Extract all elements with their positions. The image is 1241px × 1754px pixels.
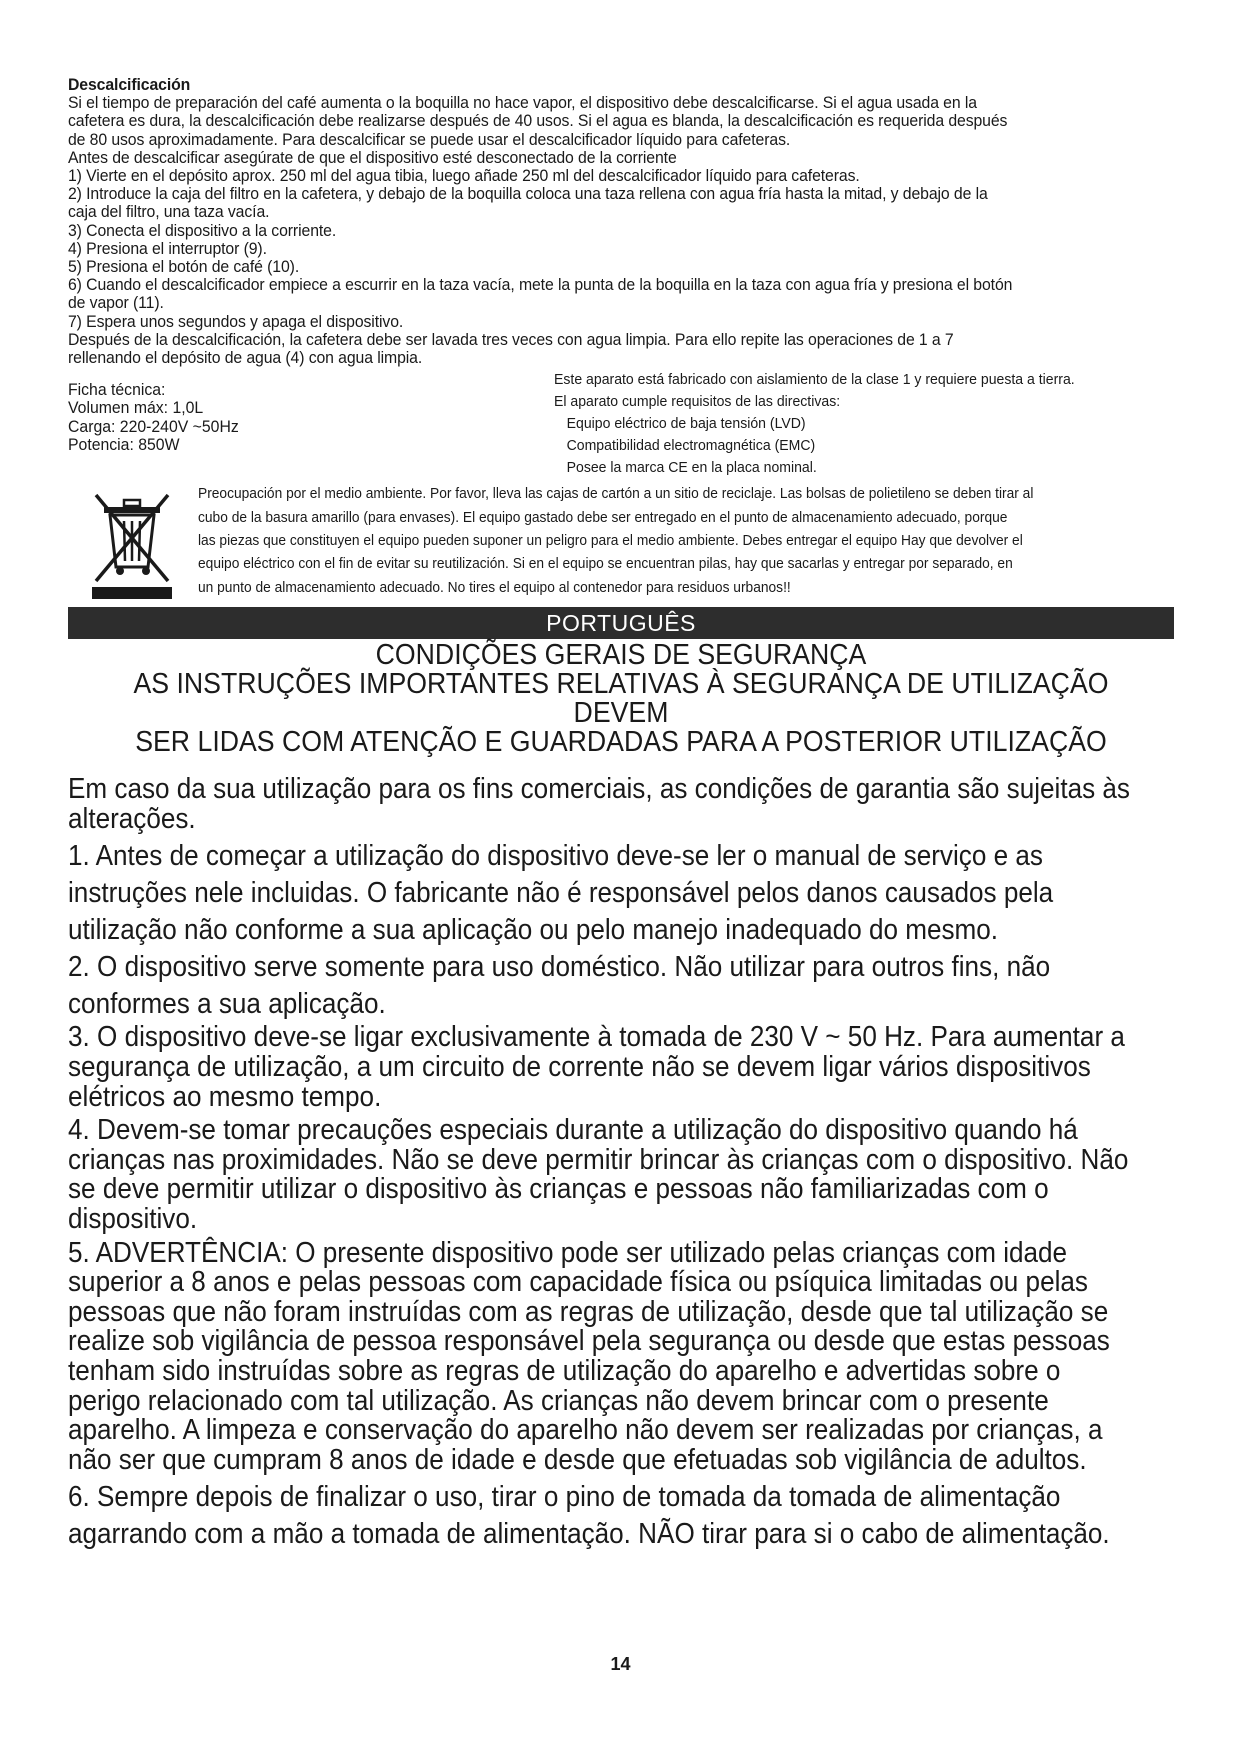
text-line: 5) Presiona el botón de café (10).	[68, 258, 300, 277]
safety-title: CONDIÇÕES GERAIS DE SEGURANÇA	[375, 639, 867, 672]
safety-item-3	[68, 1023, 1173, 1112]
safety-subtitle: SER LIDAS COM ATENÇÃO E GUARDADAS PARA A POSTERIOR UTILIZAÇÃO	[135, 726, 1107, 759]
safety-body	[68, 775, 1173, 1553]
text-line: dispositivo.	[68, 1203, 198, 1235]
safety-titles	[112, 641, 1130, 757]
text-line: 2. O dispositivo serve somente para uso doméstico. Não utilizar para outros fins, não	[68, 951, 1051, 984]
environment-text	[198, 483, 1186, 600]
environment-notice	[68, 483, 1174, 603]
page-number: 14	[610, 1654, 631, 1674]
text-line: superior a 8 anos e pelas pessoas com capacidade física ou psíquica limitadas ou pelas	[68, 1266, 1088, 1299]
tech-power: Potencia: 850W	[68, 435, 180, 454]
text-line: Antes de descalcificar asegúrate de que el dispositivo esté desconectado de la corriente	[68, 148, 677, 167]
safety-item-4	[68, 1116, 1173, 1234]
safety-subtitle: AS INSTRUÇÕES IMPORTANTES RELATIVAS À SEGURANÇA DE UTILIZAÇÃO DEVEM	[133, 668, 1109, 730]
text-line: 3) Conecta el dispositivo a la corriente.	[68, 221, 337, 240]
text-line: caja del filtro, una taza vacía.	[68, 203, 270, 222]
text-line: crianças nas proximidades. Não se deve permitir brincar às crianças com o dispositivo. Não	[68, 1143, 1129, 1176]
tech-sheet	[68, 381, 239, 454]
text-line: conformes a sua aplicação.	[68, 988, 386, 1021]
document-page	[68, 76, 1174, 1553]
conformity-line: Este aparato está fabricado con aislamiento de la clase 1 y requiere puesta a tierra.	[554, 372, 1075, 389]
conformity-block	[554, 369, 1075, 479]
environment-line: Preocupación por el medio ambiente. Por favor, lleva las cajas de cartón a un sitio de reciclaje. Las bolsas de polietileno se deben tirar al	[198, 486, 1034, 503]
text-line: 4. Devem-se tomar precauções especiais durante a utilização do dispositivo quando há	[68, 1114, 1078, 1147]
text-line: se deve permitir utilizar o dispositivo às crianças e pessoas não familiarizadas com o	[68, 1173, 1049, 1206]
environment-line: cubo de la basura amarillo (para envases). El equipo gastado debe ser entregado en el punto de almacenamiento adecuado, porque	[198, 509, 1008, 526]
language-bar: PORTUGUÊS	[68, 607, 1174, 639]
text-line: 1) Vierte en el depósito aprox. 250 ml del agua tibia, luego añade 250 ml del descalcificador líquido para cafeteras.	[68, 167, 860, 186]
environment-line: equipo eléctrico con el fin de evitar su reutilización. Si en el equipo se encuentran pilas, hay que sacarlas y entregar por separado, en	[198, 556, 1013, 573]
text-line: não ser que cumpram 8 anos de idade e desde que efetuadas sob vigilância de adultos.	[68, 1443, 1087, 1476]
text-line: pessoas que não foram instruídas com as regras de utilização, desde que tal utilização se	[68, 1295, 1109, 1328]
text-line: elétricos ao mesmo tempo.	[68, 1080, 382, 1113]
text-line: rellenando el depósito de agua (4) con agua limpia.	[68, 349, 423, 368]
text-line: perigo relacionado com tal utilização. As crianças não devem brincar com o presente	[68, 1384, 1049, 1417]
text-line: 6. Sempre depois de finalizar o uso, tirar o pino de tomada da tomada de alimentação	[68, 1481, 1061, 1514]
text-line: 6) Cuando el descalcificador empiece a escurrir en la taza vacía, mete la punta de la boquilla en la taza con agua fría y presiona el botón	[68, 276, 1013, 295]
text-line: 5. ADVERTÊNCIA: O presente dispositivo pode ser utilizado pelas crianças com idade	[68, 1236, 1068, 1269]
text-line: segurança de utilização, a um circuito de corrente não se devem ligar vários dispositivos	[68, 1051, 1091, 1084]
descaling-section	[68, 76, 1174, 367]
tech-volume: Volumen máx: 1,0L	[68, 399, 204, 418]
text-line: cafetera es dura, la descalcificación debe realizarse después de 40 usos. Si el agua es blanda, la descalcificación es requerida después	[68, 112, 1008, 131]
text-line: 2) Introduce la caja del filtro en la cafetera, y debajo de la boquilla coloca una taza rellena con agua fría hasta la mitad, y debajo de la	[68, 185, 988, 204]
text-line: tenham sido instruídas sobre as regras de utilização do aparelho e advertidas sobre o	[68, 1354, 1061, 1387]
safety-item-6	[68, 1479, 1173, 1553]
text-line: alterações.	[68, 802, 196, 835]
text-line: de 80 usos aproximadamente. Para descalcificar se puede usar el descalcificador líquido para cafeteras.	[68, 130, 791, 149]
safety-item-1	[68, 838, 1173, 949]
tech-title: Ficha técnica:	[68, 381, 166, 400]
conformity-item: Posee la marca CE en la placa nominal.	[566, 460, 817, 477]
safety-item-2	[68, 949, 1173, 1023]
text-line: de vapor (11).	[68, 294, 164, 313]
intro-paragraph	[68, 775, 1173, 834]
safety-item-5	[68, 1236, 1173, 1476]
conformity-line: El aparato cumple requisitos de las directivas:	[554, 394, 841, 411]
environment-line: las piezas que constituyen el equipo pueden suponer un peligro para el medio ambiente. Debes entregar el equipo Hay que devolver el	[198, 533, 1023, 550]
text-line: 7) Espera unos segundos y apaga el dispositivo.	[68, 312, 404, 331]
environment-line: un punto de almacenamiento adecuado. No tires el equipo al contenedor para residuos urbanos!!	[198, 579, 791, 596]
tech-conformity-row	[68, 369, 1174, 481]
conformity-item: Equipo eléctrico de baja tensión (LVD)	[566, 416, 806, 433]
tech-load: Carga: 220-240V ~50Hz	[68, 417, 239, 436]
text-line: 3. O dispositivo deve-se ligar exclusivamente à tomada de 230 V ~ 50 Hz. Para aumentar a	[68, 1021, 1125, 1054]
weee-crossed-bin-icon	[92, 487, 172, 599]
text-line: utilização não conforme a sua aplicação ou pelo manejo inadequado do mesmo.	[68, 914, 999, 947]
text-line: 4) Presiona el interruptor (9).	[68, 239, 267, 258]
text-line: agarrando com a mão a tomada de alimentação. NÃO tirar para si o cabo de alimentação.	[68, 1518, 1110, 1551]
text-line: 1. Antes de começar a utilização do dispositivo deve-se ler o manual de serviço e as	[68, 840, 1043, 873]
text-line: Em caso da sua utilização para os fins comerciais, as condições de garantia são sujeitas às	[68, 773, 1130, 806]
text-line: aparelho. A limpeza e conservação do aparelho não devem ser realizadas por crianças, a	[68, 1414, 1103, 1447]
text-line: Después de la descalcificación, la cafetera debe ser lavada tres veces con agua limpia. Para ello repite las operaciones de 1 a 7	[68, 330, 954, 349]
conformity-item: Compatibilidad electromagnética (EMC)	[566, 438, 816, 455]
text-line: Si el tiempo de preparación del café aumenta o la boquilla no hace vapor, el dispositivo debe descalcificarse. Si el agua usada en la	[68, 94, 977, 113]
text-line: realize sob vigilância de pessoa responsável pela segurança ou desde que estas pessoas	[68, 1325, 1110, 1358]
text-line: instruções nele incluidas. O fabricante não é responsável pelos danos causados pela	[68, 877, 1054, 910]
section-heading: Descalcificación	[68, 76, 191, 94]
